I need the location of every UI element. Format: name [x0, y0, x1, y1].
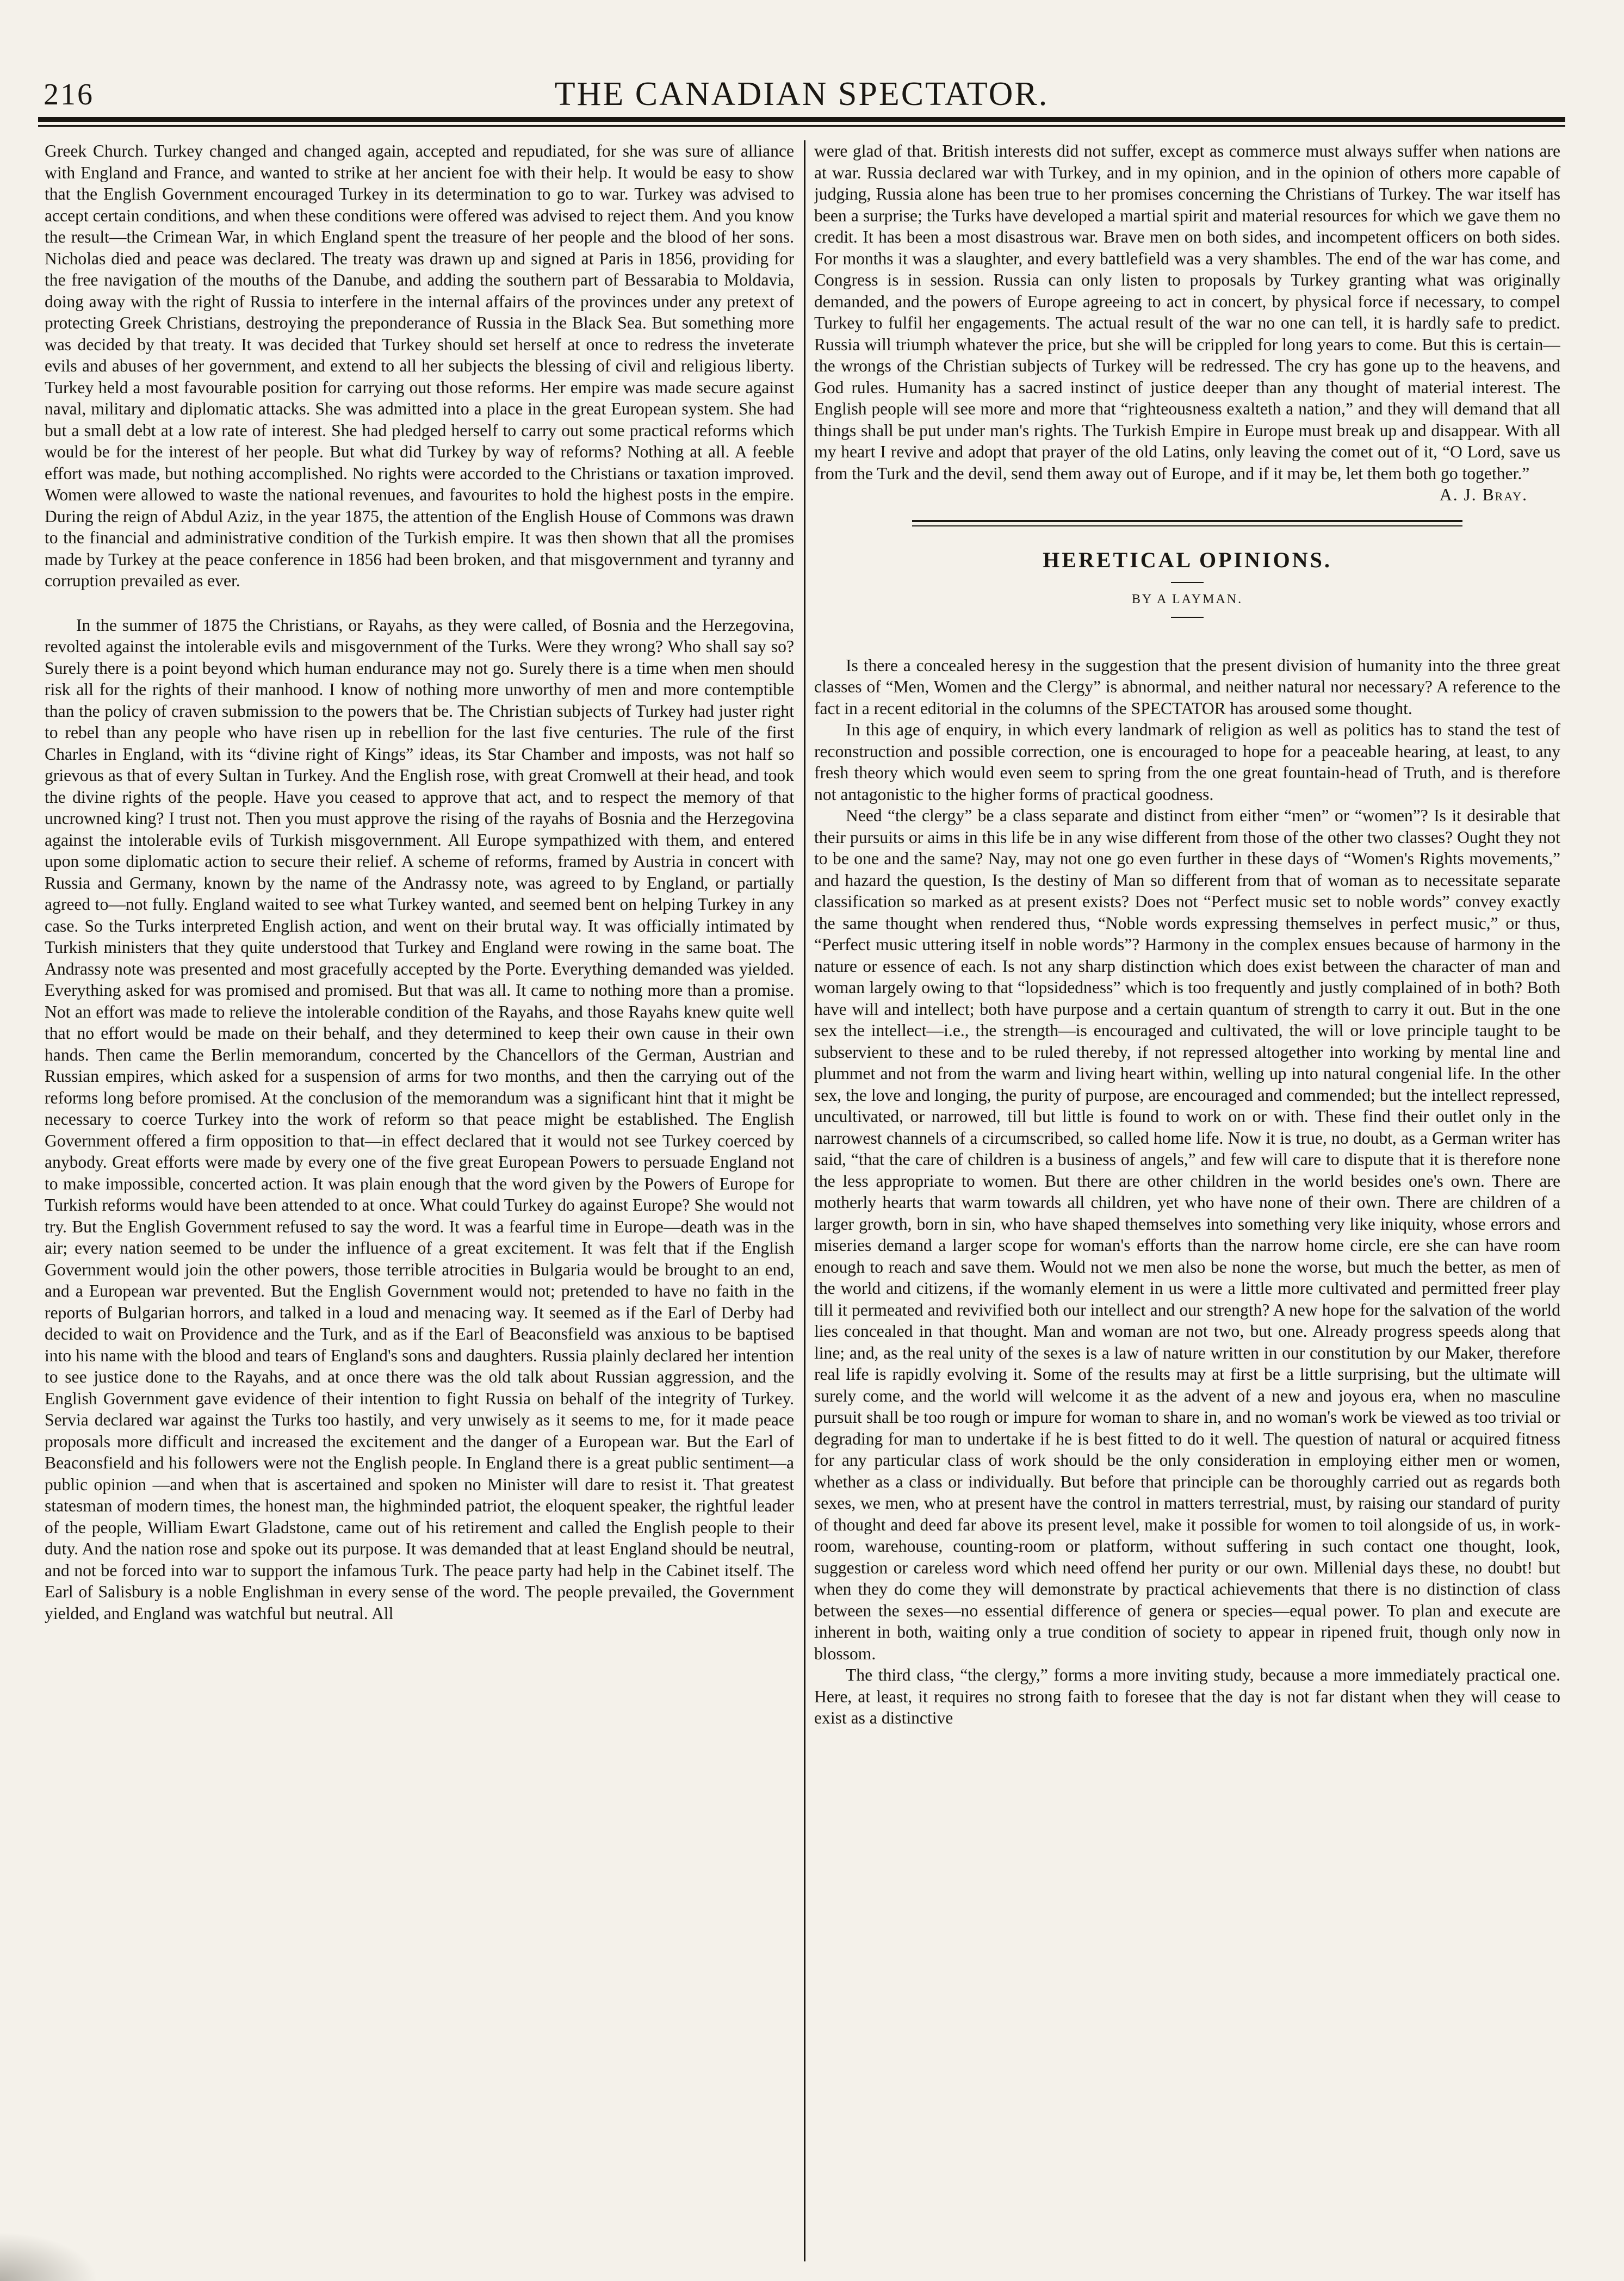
page-number: 216: [44, 78, 94, 111]
section-title: HERETICAL OPINIONS.: [1043, 547, 1332, 572]
journal-title: THE CANADIAN SPECTATOR.: [554, 76, 1049, 113]
right-column: [814, 140, 1560, 2261]
section-rule-thin: [912, 525, 1462, 526]
article-paragraph: were glad of that. British interests did not suffer, except as commerce must always suffer when nations are at war. Russia declared war with Turkey, and in my opinion, and in the opinion of others more capable of judging, Russia alone has been true to her promises concerning the Christians of Turkey. The war itself has been a surprise; the Turks have developed a martial spirit and material resources for which we gave them no credit. It has been a most disastrous war. Brave men on both sides, and incompetent officers on both sides. For months it was a slaughter, and every battlefield was a very shambles. The end of the war has come, and Congress is in session. Russia can only listen to proposals by Turkey granting what was originally demanded, and the powers of Europe agreeing to act in concert, by physical force if necessary, to compel Turkey to fulfil her engagements. The actual result of the war no one can tell, it is hardly safe to predict. Russia will triumph whatever the price, but she will be crippled for long years to come. But this is certain—the wrongs of the Christian subjects of Turkey will be redressed. The cry has gone up to the heavens, and God rules. Humanity has a sacred instinct of justice deeper than any thought of material interest. The English people will see more and more that “righteousness exalteth a nation,” and they will demand that all things shall be put under man's rights. The Turkish Empire in Europe must break up and disappear. With all my heart I revive and adopt that prayer of the old Latins, only leaving the comet out of it, “O Lord, save us from the Turk and the devil, send them away out of Europe, and if it may be, let them both go together.”: [814, 141, 1560, 483]
article-paragraph: Need “the clergy” be a class separate and distinct from either “men” or “women”? Is it desirable that their pursuits or aims in this life be in any wise different from those of the other two classes? Ought they not to be one and the same? Nay, may not one go even further in these days of “Women's Rights movements,” and hazard the question, Is the destiny of Man so different from that of woman as to necessitate separate classification so marked as at present exists? Does not “Perfect music set to noble words” convey exactly the same thought when rendered thus, “Noble words expressing themselves in perfect music,” or thus, “Perfect music uttering itself in noble words”? Harmony in the complex ensues because of harmony in the nature or essence of each. Is not any sharp distinction which does exist between the character of man and woman largely owing to that “lopsidedness” which is too frequently and justly complained of in both? Both have will and intellect; both have purpose and a certain quantum of strength to carry it out. But in the one sex the intellect—i.e., the strength—is encouraged and cultivated, the will or love principle taught to be subservient to these and to be ruled thereby, if not repressed altogether into working by mental line and plummet and not from the warm and living heart within, welling up into natural congenial life. In the other sex, the love and longing, the purity of purpose, are encouraged and commended; but the intellect repressed, uncultivated, or narrowed, till but little is found to work on or with. These find their outlet only in the narrowest channels of a circumscribed, so called home life. Now it is true, no doubt, as a German writer has said, “that the care of children is a business of angels,” and few will care to dispute that it is therefore none the less appropriate to women. But there are other children in the world besides one's own. There are motherly hearts that warm towards all children, yet who have none of their own. There are children of a larger growth, born in sin, who have shaped themselves into something very like iniquity, whose errors and miseries demand a larger scope for woman's efforts than the narrow home circle, ere she can have room enough to reach and save them. Would not we men also be none the worse, but much the better, as men of the world and citizens, if the womanly element in us were a little more cultivated and permitted freer play till it permeated and revivified both our intellect and our strength? A new hope for the salvation of the world lies concealed in that thought. Man and woman are not two, but one. Already progress speeds along that line; and, as the real unity of the sexes is a law of nature written in our constitution by our Maker, therefore real life is rapidly evolving it. Some of the results may at first be a little surprising, but the ultimate will surely come, and the world will welcome it as the advent of a new and joyous era, when no masculine pursuit shall be too rough or impure for woman to share in, and no woman's work be viewed as too trivial or degrading for man to undertake if he is best fitted to do it well. The question of natural or acquired fitness for any particular class of work should be the only consideration in employing either men or women, whether as a class or individually. But before that principle can be thoroughly carried out as regards both sexes, we men, who at present have the control in matters terrestrial, must, by raising our standard of purity of thought and deed far above its present level, make it possible for women to toil alongside of us, in work-room, warehouse, counting-room or platform, without suffering in such contact one thought, look, suggestion or careless word which need offend her purity or our own. Millenial days these, no doubt! but when they do come they will demonstrate by practical achievements that there is no distinction of class between the sexes—no essential difference of genera or species—equal power. To plan and execute are inherent in both, waiting only a true condition of society to appear in ripened fruit, though only now in blossom.: [814, 806, 1560, 1663]
article-paragraph: Is there a concealed heresy in the suggestion that the present division of humanity into the three great classes of “Men, Women and the Clergy” is abnormal, and neither natural nor necessary? A reference to the fact in a recent editorial in the columns of the SPECTATOR has aroused some thought.: [814, 655, 1560, 718]
article-paragraph: In this age of enquiry, in which every landmark of religion as well as politics has to stand the test of reconstruction and possible correction, one is encouraged to hope for a peaceable hearing, at least, to any fresh theory which would even seem to spring from the one great fountain-head of Truth, and is therefore not antagonistic to the higher forms of practical goodness.: [814, 720, 1560, 804]
article-paragraph: The third class, “the clergy,” forms a more inviting study, because a more immediately practical one. Here, at least, it requires no strong faith to foresee that the day is not far distant when they will cease to exist as a distinctive: [814, 1665, 1560, 1727]
spacer: [814, 618, 1560, 655]
article-paragraph: In the summer of 1875 the Christians, or Rayahs, as they were called, of Bosnia and the Herzegovina, revolted against the intolerable evils and misgovernment of the Turks. Were they wrong? Who shall say so? Surely there is a point beyond which human endurance may not go. Surely there is a time when men should risk all for the rights of their manhood. I know of nothing more unworthy of men and more contemptible than the policy of craven submission to the powers that be. The Christian subjects of Turkey had juster right to rebel than any people who have risen up in rebellion for the last five centuries. The rule of the first Charles in England, with its “divine right of Kings” ideas, its Star Chamber and imposts, was not half so grievous as that of every Sultan in Turkey. And the English rose, with great Cromwell at their head, and took the divine rights of the people. Have you ceased to approve that act, and to respect the memory of that uncrowned king? I trust not. Then you must approve the rising of the rayahs of Bosnia and the Herzegovina against the intolerable evils of Turkish misgovernment. All Europe sympathized with them, and entered upon some diplomatic action to secure their relief. A scheme of reforms, framed by Austria in concert with Russia and Germany, known by the name of the Andrassy note, was agreed to by England, or partially agreed to—not fully. England waited to see what Turkey wanted, and seemed bent on helping Turkey in any case. So the Turks interpreted English action, and went on their brutal way. It was officially intimated by Turkish ministers that they quite understood that Turkey and England were rowing in the same boat. The Andrassy note was presented and most gracefully accepted by the Porte. Everything demanded was yielded. Everything asked for was promised and promised. But that was all. It came to nothing more than a promise. Not an effort was made to relieve the intolerable condition of the Rayahs, and those Rayahs knew quite well that no effort would be made on their behalf, and they determined to keep their own cause in their own hands. Then came the Berlin memorandum, concerted by the Chancellors of the German, Austrian and Russian empires, which asked for a suspension of arms for two months, and then the carrying out of the reforms long before promised. At the conclusion of the memorandum was a significant hint that it might be necessary to coerce Turkey into the work of reform so that peace might be established. The English Government offered a firm opposition to that—in effect declared that it would not see Turkey coerced by anybody. Great efforts were made by every one of the five great European Powers to persuade England not to make impossible, concerted action. It was plain enough that the word given by the Powers of Europe for Turkish reforms would have been attended to at once. What could Turkey do against Europe? She would not try. But the English Government refused to say the word. It was a fearful time in Europe—death was in the air; every nation seemed to be under the influence of a great excitement. It was felt that if the English Government would join the other powers, those terrible atrocities in Bulgaria would be brought to an end, and a European war prevented. But the English Government would not; pretended to have no faith in the reports of Bulgarian horrors, and talked in a loud and menacing way. It seemed as if the Earl of Derby had decided to wait on Providence and the Turk, and as if the Earl of Beaconsfield was anxious to be baptised into his name with the blood and tears of England's sons and daughters. Russia plainly declared her intention to see justice done to the Rayahs, and at once there was the old talk about Russian aggression, and the English Government gave evidence of their intention to fight Russia on behalf of the integrity of Turkey. Servia declared war against the Turks too hastily, and very unwisely as it seems to me, for it made peace proposals more difficult and increased the excitement and the danger of a European war. But the Earl of Beaconsfield and his followers were not the English people. In England there is a great public sentiment—a public opinion —and when that is ascertained and spoken no Minister will dare to resist it. That greatest statesman of modern times, the honest man, the highminded patriot, the eloquent speaker, the rightful leader of the people, William Ewart Gladstone, came out of his retirement and called the English people to their duty. And the nation rose and spoke out its purpose. It was demanded that at least England should be neutral, and not be forced into war to support the infamous Turk. The peace party had help in the Cabinet itself. The Earl of Salisbury is a noble Englishman in every sense of the word. The people prevailed, the Government yielded, and England was watchful but neutral. All: [45, 615, 794, 1623]
author-signature: [814, 484, 1560, 506]
header-rule-thin: [38, 125, 1565, 127]
title-underline: [1171, 582, 1204, 583]
article-paragraph: Greek Church. Turkey changed and changed again, accepted and repudiated, for she was sure of alliance with England and France, and wanted to strike at her ancient foe with their help. It would be easy to show that the English Government encouraged Turkey in its determination to go to war. Turkey was advised to accept certain conditions, and when these conditions were offered was advised to reject them. And you know the result—the Crimean War, in which England spent the treasure of her people and the blood of her sons. Nicholas died and peace was declared. The treaty was drawn up and signed at Paris in 1856, providing for the free navigation of the mouths of the Danube, and adding the southern part of Bessarabia to Moldavia, doing away with the right of Russia to interfere in the internal affairs of the provinces under any pretext of protecting Greek Christians, destroying the preponderance of Russia in the Black Sea. But something more was decided by that treaty. It was decided that Turkey should set herself at once to redress the inveterate evils and abuses of her government, and extend to all her subjects the blessing of civil and religious liberty. Turkey held a most favourable position for carrying out those reforms. Her empire was made secure against naval, military and diplomatic attacks. She was admitted into a place in the great European system. She had but a small debt at a low rate of interest. She had pledged herself to carry out some practical reforms which would be for the interest of her people. But what did Turkey by way of reforms? Nothing at all. A feeble effort was made, but nothing accomplished. No rights were accorded to the Christians or taxation improved. Women were allowed to waste the national revenues, and favourites to hold the highest posts in the empire. During the reign of Abdul Aziz, in the year 1875, the attention of the English House of Commons was drawn to the financial and administrative condition of the Turkish empire. It was then shown that all the promises made by Turkey at the peace conference in 1856 had been broken, and that misgovernment and tyranny and corruption prevailed as ever.: [45, 141, 794, 590]
scan-smudge: [0, 2232, 98, 2281]
column-divider: [804, 140, 805, 2261]
left-column: [45, 140, 794, 2261]
header-rule: [38, 117, 1565, 122]
byline: BY A LAYMAN.: [1131, 592, 1243, 606]
signature-text: A. J. Bray.: [1439, 485, 1528, 504]
section-rule: [912, 520, 1462, 522]
page-header: [38, 72, 1565, 115]
